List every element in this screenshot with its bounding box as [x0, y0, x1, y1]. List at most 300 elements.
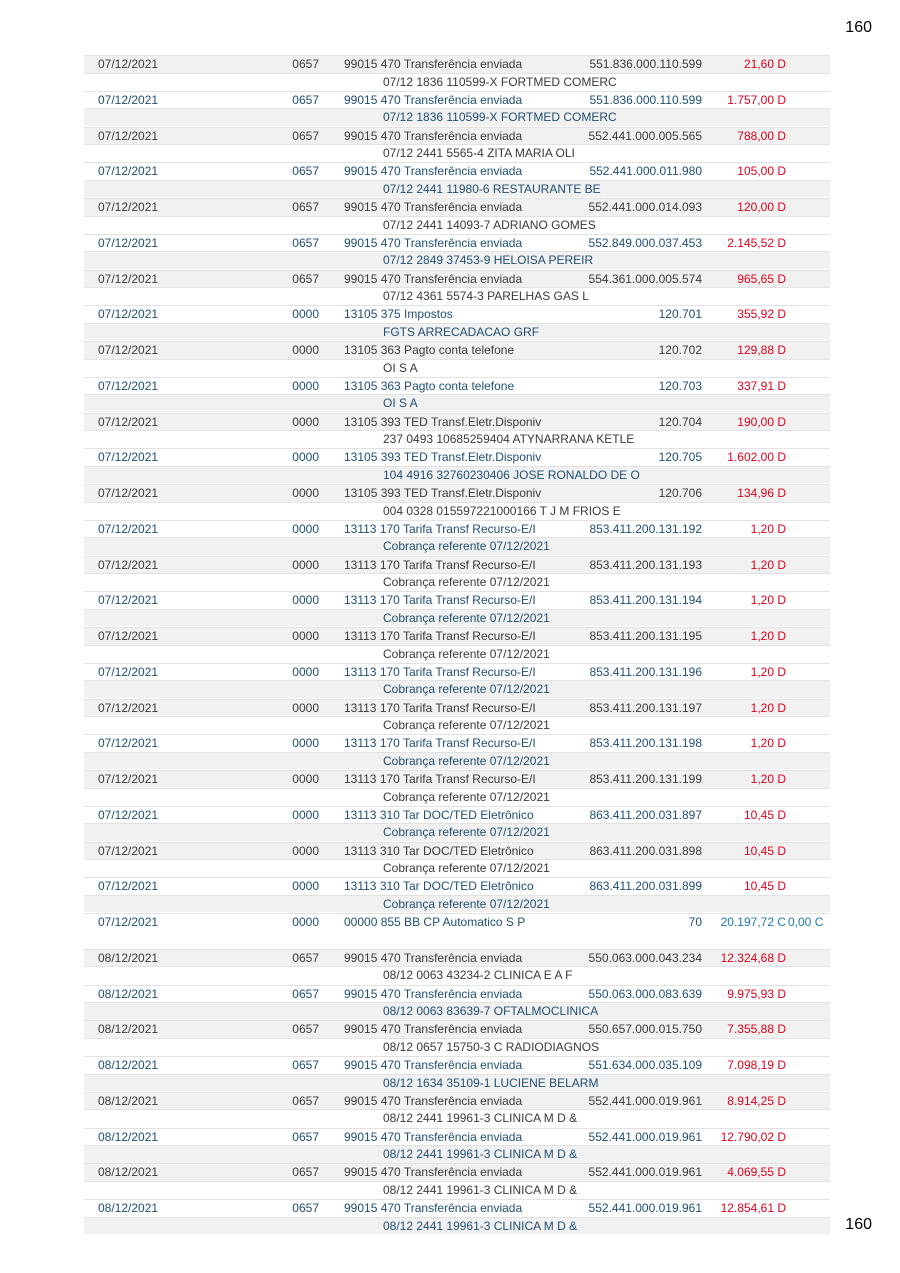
- transaction-date: 07/12/2021: [98, 629, 159, 643]
- transaction-detail-line: [84, 752, 830, 770]
- transaction-detail-line: [84, 609, 830, 627]
- transaction-row: [84, 341, 830, 377]
- transaction-document: 552.441.000.019.961: [588, 1129, 702, 1144]
- transaction-row: [84, 377, 830, 413]
- transaction-detail: 07/12 2441 11980-6 RESTAURANTE BE: [383, 181, 601, 196]
- transaction-description: 13105 375 Impostos: [344, 307, 453, 322]
- transaction-agency: 0000: [292, 486, 319, 500]
- transaction-row: [84, 1020, 830, 1056]
- transaction-line: [84, 734, 830, 752]
- transaction-value: 4.069,55 D: [727, 1165, 786, 1180]
- transaction-document: 552.441.000.019.961: [588, 1165, 702, 1180]
- transaction-line: [84, 949, 830, 967]
- transaction-agency: 0000: [292, 879, 319, 894]
- transaction-date: 08/12/2021: [98, 1022, 159, 1037]
- transaction-document: 853.411.200.131.196: [589, 664, 702, 679]
- transaction-row: [84, 1092, 830, 1128]
- transaction-line: [84, 162, 830, 180]
- transaction-value: 10,45 D: [743, 843, 786, 858]
- transaction-detail: 07/12 1836 110599-X FORTMED COMERC: [383, 74, 617, 89]
- transaction-value: 1,20 D: [750, 521, 786, 536]
- transaction-agency: 0000: [292, 414, 319, 429]
- transaction-detail-line: [84, 645, 830, 663]
- transaction-document: 552.441.000.014.093: [588, 200, 702, 214]
- transaction-detail-line: [84, 680, 830, 698]
- transaction-value: 1,20 D: [750, 700, 786, 715]
- transaction-line: [84, 556, 830, 574]
- transaction-detail: 07/12 2849 37453-9 HELOISA PEREIR: [383, 253, 594, 268]
- transaction-date: 08/12/2021: [98, 950, 159, 965]
- transaction-agency: 0000: [292, 557, 319, 572]
- transaction-agency: 0000: [292, 343, 319, 357]
- transaction-line: [84, 448, 830, 466]
- transaction-line: [84, 270, 830, 288]
- transaction-date: 07/12/2021: [98, 307, 159, 322]
- transaction-date: 07/12/2021: [98, 593, 159, 608]
- transaction-agency: 0657: [292, 164, 319, 179]
- transaction-document: 863.411.200.031.898: [589, 843, 702, 858]
- transaction-value: 2.145,52 D: [727, 235, 786, 250]
- transaction-description: 13113 170 Tarifa Transf Recurso-E/I: [344, 700, 536, 715]
- transaction-agency: 0657: [292, 1165, 319, 1180]
- transaction-document: 552.849.000.037.453: [588, 235, 702, 250]
- transaction-value: 105,00 D: [737, 164, 786, 179]
- transaction-line: [84, 663, 830, 681]
- transaction-document: 554.361.000.005.574: [588, 271, 702, 286]
- statement-table: [84, 55, 830, 1235]
- transaction-document: 551.836.000.110.599: [589, 57, 702, 71]
- transactions-group-2: [84, 949, 830, 1235]
- transaction-detail: 08/12 2441 19961-3 CLINICA M D &: [383, 1218, 578, 1233]
- summary-value: 20.197,72 C: [720, 915, 786, 929]
- transaction-detail: 07/12 2441 5565-4 ZITA MARIA OLI: [383, 146, 575, 160]
- transaction-detail-line: [84, 1109, 830, 1127]
- transaction-detail-line: [84, 430, 830, 448]
- transaction-line: [84, 55, 830, 73]
- transaction-date: 07/12/2021: [98, 92, 159, 107]
- transaction-line: [84, 806, 830, 824]
- transaction-detail: OI S A: [383, 360, 418, 375]
- transaction-row: [84, 1056, 830, 1092]
- transaction-description: 13113 310 Tar DOC/TED Eletrônico: [344, 879, 534, 894]
- transaction-description: 13113 170 Tarifa Transf Recurso-E/I: [344, 664, 536, 679]
- transaction-date: 07/12/2021: [98, 414, 159, 429]
- transaction-document: 550.657.000.015.750: [588, 1022, 702, 1037]
- transaction-value: 965,65 D: [737, 271, 786, 286]
- transaction-detail: 004 0328 015597221000166 T J M FRIOS E: [383, 503, 621, 518]
- transaction-detail: 08/12 2441 19961-3 CLINICA M D &: [383, 1182, 578, 1197]
- transaction-value: 1,20 D: [750, 593, 786, 608]
- transaction-detail: Cobrança referente 07/12/2021: [383, 682, 550, 697]
- transaction-detail: Cobrança referente 07/12/2021: [383, 610, 550, 625]
- transaction-row: [84, 270, 830, 306]
- transaction-document: 552.441.000.005.565: [588, 128, 702, 143]
- transaction-document: 552.441.000.019.961: [588, 1201, 702, 1215]
- transaction-agency: 0657: [292, 92, 319, 107]
- transaction-line: [84, 985, 830, 1003]
- transaction-value: 10,45 D: [743, 807, 786, 822]
- summary-date: 07/12/2021: [98, 915, 159, 929]
- transaction-detail: 07/12 4361 5574-3 PARELHAS GAS L: [383, 289, 589, 303]
- transaction-detail-line: [84, 788, 830, 806]
- transaction-description: 99015 470 Transferência enviada: [344, 235, 523, 250]
- summary-description: 00000 855 BB CP Automatico S P: [344, 915, 526, 929]
- transaction-agency: 0657: [292, 1129, 319, 1144]
- transaction-value: 10,45 D: [743, 879, 786, 894]
- transaction-description: 99015 470 Transferência enviada: [344, 1022, 523, 1037]
- transaction-description: 13105 393 TED Transf.Eletr.Disponiv: [344, 414, 542, 429]
- transaction-date: 07/12/2021: [98, 343, 159, 357]
- transaction-agency: 0657: [292, 200, 319, 214]
- transaction-line: [84, 198, 830, 216]
- transaction-agency: 0000: [292, 593, 319, 608]
- summary-agency: 0000: [292, 915, 319, 929]
- transaction-line: [84, 877, 830, 895]
- transaction-agency: 0657: [292, 57, 319, 71]
- transaction-detail: 08/12 0063 83639-7 OFTALMOCLINICA: [383, 1004, 599, 1018]
- transaction-value: 337,91 D: [737, 378, 786, 393]
- transaction-description: 99015 470 Transferência enviada: [344, 1058, 523, 1072]
- transaction-description: 99015 470 Transferência enviada: [344, 128, 523, 143]
- transaction-date: 08/12/2021: [98, 1201, 159, 1215]
- transaction-date: 07/12/2021: [98, 486, 159, 500]
- transaction-date: 07/12/2021: [98, 271, 159, 286]
- transaction-agency: 0657: [292, 271, 319, 286]
- transaction-row: [84, 91, 830, 127]
- summary-balance: 0,00 C: [788, 915, 824, 929]
- transaction-date: 07/12/2021: [98, 879, 159, 894]
- transaction-document: 550.063.000.043.234: [588, 950, 702, 965]
- transaction-detail-line: [84, 895, 830, 913]
- transaction-row: [84, 198, 830, 234]
- transaction-row: [84, 448, 830, 484]
- transaction-document: 853.411.200.131.199: [589, 772, 702, 786]
- transaction-date: 08/12/2021: [98, 1129, 159, 1144]
- transaction-detail: Cobrança referente 07/12/2021: [383, 718, 550, 732]
- transaction-row: [84, 663, 830, 699]
- transaction-description: 99015 470 Transferência enviada: [344, 950, 523, 965]
- transaction-description: 13113 170 Tarifa Transf Recurso-E/I: [344, 521, 536, 536]
- transaction-description: 99015 470 Transferência enviada: [344, 1093, 523, 1108]
- transaction-detail-line: [84, 144, 830, 162]
- summary-document: 70: [688, 915, 702, 929]
- transaction-date: 07/12/2021: [98, 843, 159, 858]
- transaction-value: 21,60 D: [743, 57, 786, 71]
- transaction-date: 07/12/2021: [98, 200, 159, 214]
- transaction-detail-line: [84, 1181, 830, 1199]
- transaction-agency: 0657: [292, 1022, 319, 1037]
- transaction-agency: 0657: [292, 128, 319, 143]
- transaction-description: 99015 470 Transferência enviada: [344, 271, 523, 286]
- transaction-date: 08/12/2021: [98, 1058, 159, 1072]
- transaction-document: 551.836.000.110.599: [589, 92, 702, 107]
- transaction-detail-line: [84, 966, 830, 984]
- transaction-detail: 08/12 0657 15750-3 C RADIODIAGNOS: [383, 1039, 600, 1054]
- transaction-agency: 0000: [292, 807, 319, 822]
- transaction-detail: Cobrança referente 07/12/2021: [383, 896, 550, 911]
- transaction-detail-line: [84, 502, 830, 520]
- transaction-document: 853.411.200.131.197: [589, 700, 702, 715]
- transaction-row: [84, 1128, 830, 1164]
- transaction-detail-line: [84, 1217, 830, 1235]
- transaction-date: 07/12/2021: [98, 378, 159, 393]
- transaction-row: [84, 1199, 830, 1235]
- transaction-detail-line: [84, 823, 830, 841]
- transaction-agency: 0000: [292, 736, 319, 751]
- transaction-line: [84, 1128, 830, 1146]
- transaction-agency: 0657: [292, 1093, 319, 1108]
- transaction-date: 07/12/2021: [98, 521, 159, 536]
- transaction-detail: OI S A: [383, 396, 418, 411]
- transaction-line: [84, 91, 830, 109]
- transaction-description: 99015 470 Transferência enviada: [344, 92, 523, 107]
- transaction-detail: 07/12 2441 14093-7 ADRIANO GOMES: [383, 217, 596, 232]
- transaction-agency: 0000: [292, 521, 319, 536]
- transaction-detail: 07/12 1836 110599-X FORTMED COMERC: [383, 110, 617, 125]
- transaction-document: 853.411.200.131.193: [589, 557, 702, 572]
- transaction-agency: 0657: [292, 1058, 319, 1072]
- transaction-document: 120.704: [658, 414, 702, 429]
- transaction-line: [84, 1020, 830, 1038]
- transaction-date: 07/12/2021: [98, 450, 159, 465]
- transaction-document: 853.411.200.131.194: [589, 593, 702, 608]
- transaction-description: 99015 470 Transferência enviada: [344, 57, 523, 71]
- transaction-row: [84, 734, 830, 770]
- summary-line: [84, 913, 830, 931]
- transaction-document: 120.706: [658, 486, 702, 500]
- transaction-row: [84, 949, 830, 985]
- transaction-detail-line: [84, 1038, 830, 1056]
- transaction-value: 1,20 D: [750, 557, 786, 572]
- transaction-description: 99015 470 Transferência enviada: [344, 1165, 523, 1180]
- transaction-row: [84, 591, 830, 627]
- transaction-line: [84, 1092, 830, 1110]
- transaction-detail-line: [84, 537, 830, 555]
- transaction-row: [84, 699, 830, 735]
- transaction-date: 07/12/2021: [98, 807, 159, 822]
- page-number-bottom: 160: [845, 1216, 872, 1233]
- transaction-description: 13113 170 Tarifa Transf Recurso-E/I: [344, 772, 536, 786]
- transaction-line: [84, 234, 830, 252]
- transaction-date: 07/12/2021: [98, 557, 159, 572]
- transaction-agency: 0657: [292, 235, 319, 250]
- transaction-description: 13113 170 Tarifa Transf Recurso-E/I: [344, 629, 536, 643]
- transaction-value: 788,00 D: [737, 128, 786, 143]
- transaction-detail: Cobrança referente 07/12/2021: [383, 825, 550, 840]
- transaction-row: [84, 806, 830, 842]
- transaction-line: [84, 1163, 830, 1181]
- transaction-value: 1.757,00 D: [727, 92, 786, 107]
- transaction-line: [84, 127, 830, 145]
- transaction-document: 551.634.000.035.109: [588, 1058, 702, 1072]
- transaction-line: [84, 1199, 830, 1217]
- transaction-detail-line: [84, 1074, 830, 1092]
- transaction-detail-line: [84, 251, 830, 269]
- transaction-row: [84, 55, 830, 91]
- transaction-value: 1,20 D: [750, 772, 786, 786]
- transaction-agency: 0000: [292, 378, 319, 393]
- transaction-value: 1.602,00 D: [727, 450, 786, 465]
- transaction-line: [84, 305, 830, 323]
- transaction-agency: 0000: [292, 629, 319, 643]
- transaction-description: 13113 170 Tarifa Transf Recurso-E/I: [344, 593, 536, 608]
- transaction-description: 13105 363 Pagto conta telefone: [344, 343, 515, 357]
- transaction-line: [84, 770, 830, 788]
- transaction-agency: 0000: [292, 307, 319, 322]
- transaction-detail-line: [84, 716, 830, 734]
- transaction-line: [84, 484, 830, 502]
- transaction-row: [84, 520, 830, 556]
- transaction-value: 7.355,88 D: [727, 1022, 786, 1037]
- transaction-description: 99015 470 Transferência enviada: [344, 164, 523, 179]
- transaction-detail: 104 4916 32760230406 JOSE RONALDO DE O: [383, 467, 640, 482]
- transaction-detail: 08/12 2441 19961-3 CLINICA M D &: [383, 1147, 578, 1161]
- transaction-line: [84, 377, 830, 395]
- transaction-detail-line: [84, 466, 830, 484]
- transaction-date: 07/12/2021: [98, 164, 159, 179]
- transaction-detail-line: [84, 216, 830, 234]
- transaction-value: 355,92 D: [737, 307, 786, 322]
- transaction-value: 1,20 D: [750, 629, 786, 643]
- transaction-detail: 08/12 2441 19961-3 CLINICA M D &: [383, 1111, 578, 1126]
- transaction-detail-line: [84, 108, 830, 126]
- transaction-document: 853.411.200.131.198: [589, 736, 702, 751]
- transaction-date: 07/12/2021: [98, 57, 159, 71]
- transaction-line: [84, 1056, 830, 1074]
- transaction-detail: Cobrança referente 07/12/2021: [383, 789, 550, 804]
- transaction-description: 99015 470 Transferência enviada: [344, 1129, 523, 1144]
- transaction-row: [84, 234, 830, 270]
- transaction-detail: Cobrança referente 07/12/2021: [383, 861, 550, 875]
- transaction-detail: 08/12 1634 35109-1 LUCIENE BELARM: [383, 1075, 599, 1090]
- transaction-line: [84, 591, 830, 609]
- transaction-agency: 0657: [292, 1201, 319, 1215]
- transaction-row: [84, 985, 830, 1021]
- transaction-date: 08/12/2021: [98, 1093, 159, 1108]
- transaction-document: 853.411.200.131.195: [589, 629, 702, 643]
- transaction-agency: 0657: [292, 950, 319, 965]
- transaction-line: [84, 520, 830, 538]
- transaction-agency: 0000: [292, 450, 319, 465]
- transaction-date: 07/12/2021: [98, 700, 159, 715]
- transaction-description: 99015 470 Transferência enviada: [344, 200, 523, 214]
- page-number-top: 160: [845, 19, 872, 36]
- transaction-line: [84, 627, 830, 645]
- transaction-document: 863.411.200.031.897: [589, 807, 702, 822]
- transaction-detail: Cobrança referente 07/12/2021: [383, 575, 550, 589]
- transaction-value: 8.914,25 D: [727, 1093, 786, 1108]
- transaction-value: 12.854,61 D: [720, 1201, 786, 1215]
- transaction-row: [84, 627, 830, 663]
- transaction-document: 853.411.200.131.192: [589, 521, 702, 536]
- transaction-value: 134,96 D: [737, 486, 786, 500]
- transaction-date: 07/12/2021: [98, 772, 159, 786]
- transaction-description: 13105 363 Pagto conta telefone: [344, 378, 515, 393]
- transaction-row: [84, 1163, 830, 1199]
- transactions-group-1: [84, 55, 830, 913]
- transaction-detail-line: [84, 1145, 830, 1163]
- transaction-value: 1,20 D: [750, 736, 786, 751]
- transaction-detail-line: [84, 1002, 830, 1020]
- transaction-description: 99015 470 Transferência enviada: [344, 1201, 523, 1215]
- transaction-agency: 0000: [292, 664, 319, 679]
- transaction-detail: Cobrança referente 07/12/2021: [383, 539, 550, 554]
- transaction-document: 863.411.200.031.899: [589, 879, 702, 894]
- transaction-document: 120.701: [658, 307, 702, 322]
- transaction-row: [84, 127, 830, 163]
- transaction-value: 190,00 D: [737, 414, 786, 429]
- transaction-description: 13113 170 Tarifa Transf Recurso-E/I: [344, 736, 536, 751]
- transaction-date: 07/12/2021: [98, 235, 159, 250]
- transaction-row: [84, 484, 830, 520]
- transaction-detail-line: [84, 73, 830, 91]
- transaction-date: 08/12/2021: [98, 986, 159, 1001]
- transaction-value: 129,88 D: [737, 343, 786, 357]
- transaction-line: [84, 341, 830, 359]
- transaction-detail-line: [84, 359, 830, 377]
- transaction-row: [84, 770, 830, 806]
- transaction-row: [84, 413, 830, 449]
- transaction-detail: FGTS ARRECADACAO GRF: [383, 324, 540, 339]
- transaction-date: 08/12/2021: [98, 1165, 159, 1180]
- transaction-date: 07/12/2021: [98, 664, 159, 679]
- transaction-agency: 0000: [292, 843, 319, 858]
- transaction-description: 13105 393 TED Transf.Eletr.Disponiv: [344, 486, 542, 500]
- transaction-document: 120.702: [658, 343, 702, 357]
- transaction-line: [84, 699, 830, 717]
- transaction-row: [84, 842, 830, 878]
- transaction-agency: 0000: [292, 772, 319, 786]
- transaction-description: 99015 470 Transferência enviada: [344, 986, 523, 1001]
- transaction-document: 552.441.000.011.980: [589, 164, 702, 179]
- transaction-detail-line: [84, 323, 830, 341]
- transaction-description: 13105 393 TED Transf.Eletr.Disponiv: [344, 450, 542, 465]
- transaction-detail-line: [84, 394, 830, 412]
- transaction-value: 12.324,68 D: [720, 950, 786, 965]
- transaction-date: 07/12/2021: [98, 128, 159, 143]
- transaction-document: 120.705: [658, 450, 702, 465]
- transaction-detail: 08/12 0063 43234-2 CLINICA E A F: [383, 968, 573, 983]
- transaction-detail-line: [84, 287, 830, 305]
- transaction-document: 552.441.000.019.961: [588, 1093, 702, 1108]
- transaction-document: 120.703: [658, 378, 702, 393]
- transaction-description: 13113 310 Tar DOC/TED Eletrônico: [344, 843, 534, 858]
- transaction-detail-line: [84, 859, 830, 877]
- transaction-value: 9.975,93 D: [727, 986, 786, 1001]
- transaction-description: 13113 170 Tarifa Transf Recurso-E/I: [344, 557, 536, 572]
- transaction-detail: Cobrança referente 07/12/2021: [383, 753, 550, 768]
- transaction-line: [84, 413, 830, 431]
- transaction-document: 550.063.000.083.639: [588, 986, 702, 1001]
- transaction-detail: Cobrança referente 07/12/2021: [383, 646, 550, 661]
- transaction-value: 120,00 D: [737, 200, 786, 214]
- transaction-value: 12.790,02 D: [720, 1129, 786, 1144]
- transaction-agency: 0000: [292, 700, 319, 715]
- transaction-row: [84, 877, 830, 913]
- transaction-detail: 237 0493 10685259404 ATYNARRANA KETLE: [383, 432, 635, 446]
- transaction-agency: 0657: [292, 986, 319, 1001]
- transaction-row: [84, 162, 830, 198]
- transaction-description: 13113 310 Tar DOC/TED Eletrônico: [344, 807, 534, 822]
- transaction-detail-line: [84, 180, 830, 198]
- transaction-value: 1,20 D: [750, 664, 786, 679]
- transaction-row: [84, 305, 830, 341]
- transaction-date: 07/12/2021: [98, 736, 159, 751]
- transaction-value: 7.098,19 D: [727, 1058, 786, 1072]
- transaction-line: [84, 842, 830, 860]
- transaction-detail-line: [84, 573, 830, 591]
- summary-row: [84, 913, 830, 949]
